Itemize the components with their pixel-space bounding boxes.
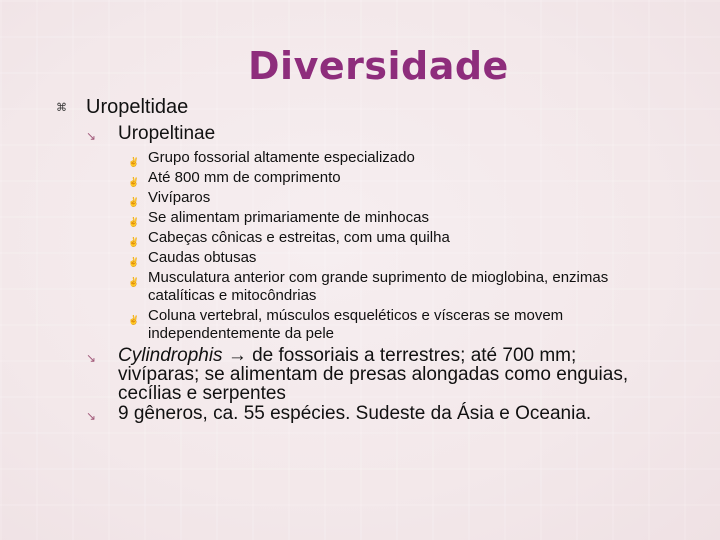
trait-text: Até 800 mm de comprimento [148,169,341,186]
hand-bullet-icon: ✌ [128,237,140,247]
hand-bullet-icon: ✌ [128,217,140,227]
genus-name: Cylindrophis [118,345,223,366]
hand-bullet-icon: ✌ [128,177,140,187]
cylindrophis-text [118,346,646,403]
hand-bullet-icon: ✌ [128,157,140,167]
trait-item [128,229,628,251]
trait-item [128,269,628,305]
cylindrophis-description: → de fossoriais a terrestres; até 700 mm; vivíparas; se alimentam de presas alongadas como enguias, cecílias e serpentes [118,345,629,404]
arrow-bullet-icon: ↘ [86,351,97,365]
command-bullet-icon: ⌘ [56,102,67,114]
subfamily-text: Uropeltinae [118,123,216,144]
trait-text: Se alimentam primariamente de minhocas [148,209,429,226]
trait-item [128,189,628,211]
hand-bullet-icon: ✌ [128,315,140,325]
summary-text: 9 gêneros, ca. 55 espécies. Sudeste da Ásia e Oceania. [118,403,592,424]
trait-text: Coluna vertebral, músculos esqueléticos e vísceras se movem independentemente da pele [148,307,564,342]
trait-item [128,209,628,231]
trait-text: Caudas obtusas [148,249,257,266]
trait-item [128,249,628,271]
arrow-bullet-icon: ↘ [86,129,97,143]
summary-item [86,404,646,426]
trait-item [128,169,628,191]
trait-text: Cabeças cônicas e estreitas, com uma quilha [148,229,450,246]
trait-text: Grupo fossorial altamente especializado [148,149,415,166]
trait-text: Musculatura anterior com grande suprimento de mioglobina, enzimas catalíticas e mitocôndrias [148,269,609,304]
cylindrophis-item [86,346,646,403]
hand-bullet-icon: ✌ [128,257,140,267]
hand-bullet-icon: ✌ [128,197,140,207]
hand-bullet-icon: ✌ [128,277,140,287]
trait-text: Vivíparos [148,189,211,206]
level1-text: Uropeltidae [86,96,189,118]
trait-item [128,307,628,343]
arrow-bullet-icon: ↘ [86,409,97,423]
slide-title: Diversidade [248,44,509,88]
level1-item [56,96,188,119]
subfamily-item [86,124,646,146]
trait-item [128,149,628,171]
